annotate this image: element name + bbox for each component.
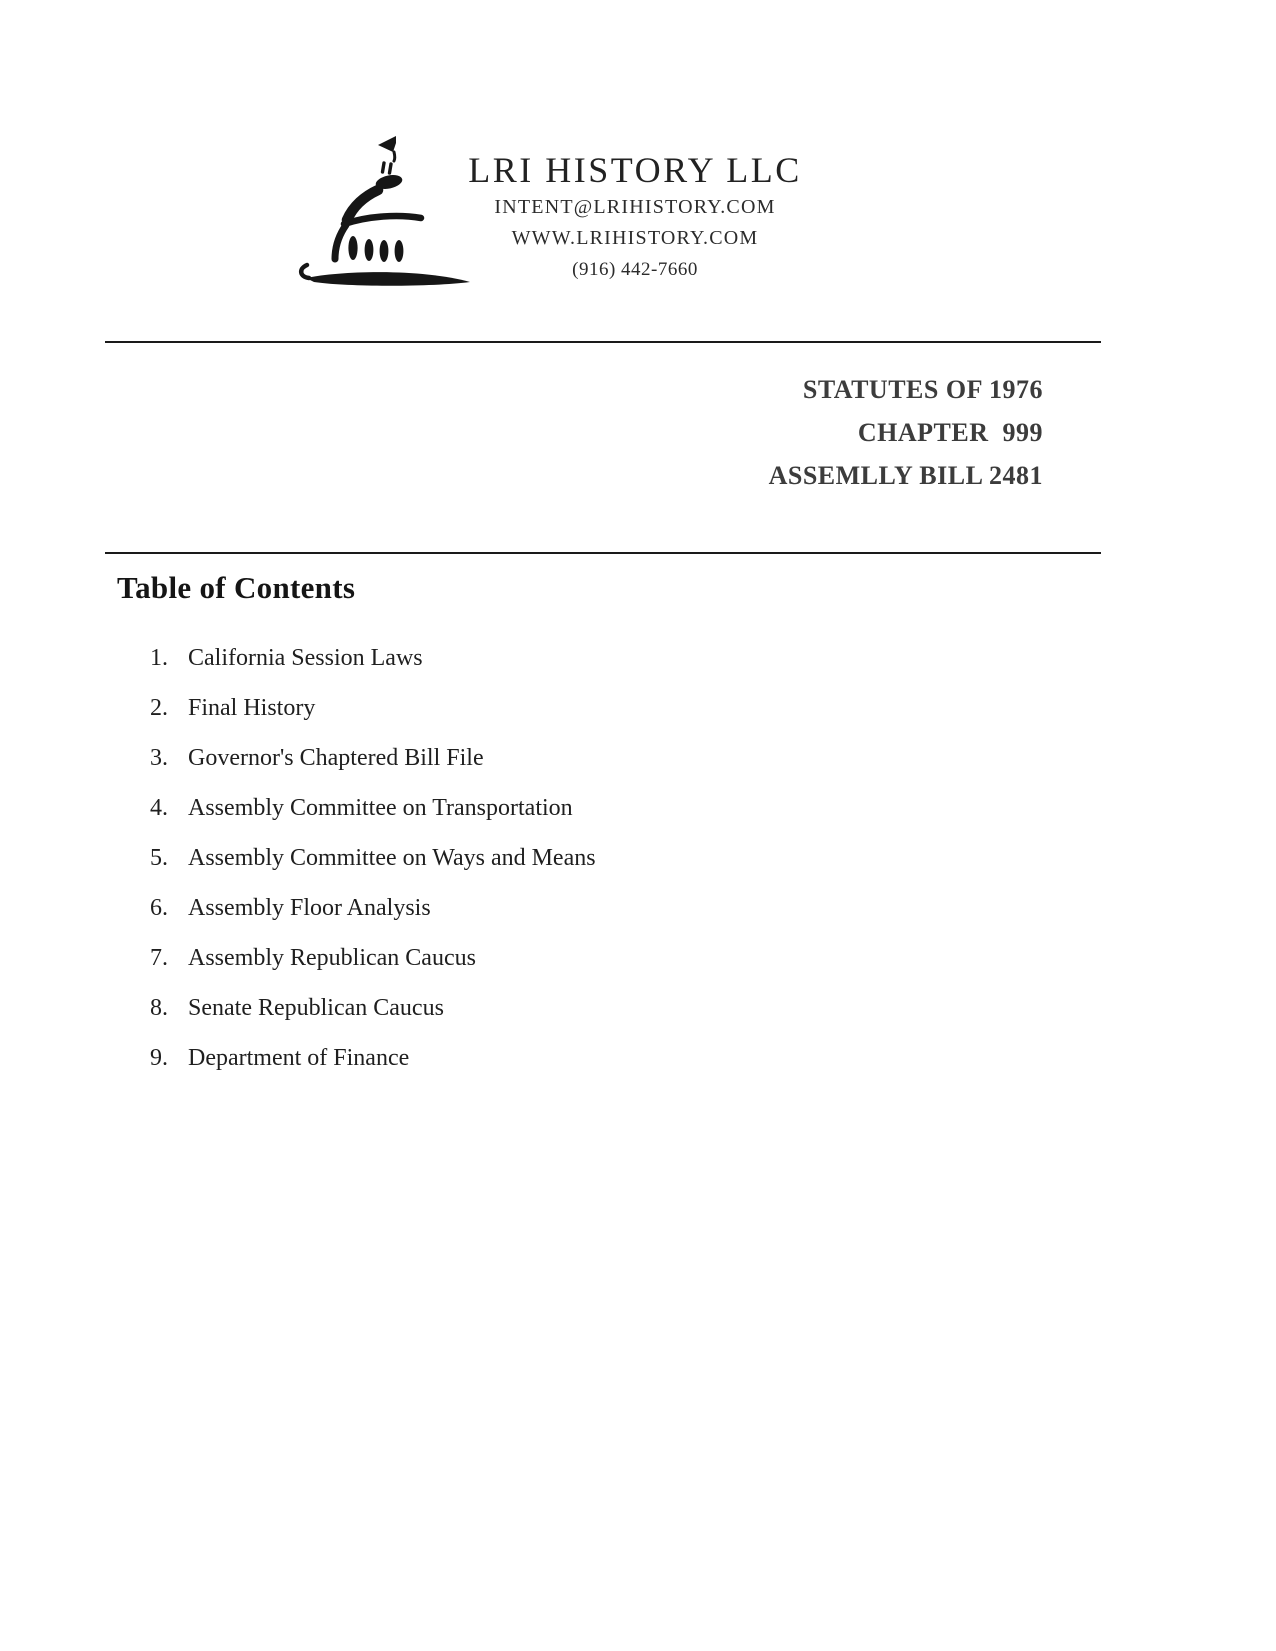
toc-item-label: Assembly Committee on Transportation	[188, 795, 573, 821]
toc-item	[150, 933, 850, 983]
statute-line-year: STATUTES OF 1976	[802, 375, 1043, 404]
company-name: LRI HISTORY LLC	[468, 150, 802, 190]
toc-item	[150, 733, 850, 783]
toc-item	[150, 633, 850, 683]
toc-item-label: Assembly Floor Analysis	[188, 895, 431, 921]
toc-item-number: 5.	[150, 845, 168, 871]
toc-item-number: 4.	[150, 795, 168, 821]
company-header	[385, 148, 885, 285]
toc-item-label: Senate Republican Caucus	[188, 995, 444, 1021]
statute-line-bill: ASSEMLLY BILL 2481	[768, 461, 1043, 490]
toc-item	[150, 783, 850, 833]
toc-item-label: California Session Laws	[188, 645, 423, 671]
toc-title: Table of Contents	[117, 570, 356, 605]
toc-item-label: Final History	[188, 695, 316, 721]
toc-list	[150, 633, 850, 1083]
toc-item-label: Department of Finance	[188, 1045, 410, 1071]
toc-item-number: 2.	[150, 695, 168, 721]
toc-item-number: 8.	[150, 995, 168, 1021]
toc-item	[150, 883, 850, 933]
divider-bottom	[105, 552, 1101, 554]
toc-item-label: Governor's Chaptered Bill File	[188, 745, 484, 771]
toc-item-number: 7.	[150, 945, 168, 971]
toc-item-number: 9.	[150, 1045, 168, 1071]
toc-item-label: Assembly Republican Caucus	[188, 945, 476, 971]
toc-item	[150, 1033, 850, 1083]
divider-top	[105, 341, 1101, 343]
toc-item-number: 3.	[150, 745, 168, 771]
toc-item	[150, 983, 850, 1033]
toc-item-label: Assembly Committee on Ways and Means	[188, 845, 596, 871]
toc-item-number: 6.	[150, 895, 168, 921]
statute-line-chapter: CHAPTER 999	[857, 418, 1043, 447]
company-website: WWW.LRIHISTORY.COM	[511, 227, 759, 249]
company-phone: (916) 442-7660	[572, 259, 698, 280]
toc-item-number: 1.	[150, 645, 168, 671]
toc-item	[150, 833, 850, 883]
company-email: INTENT@LRIHISTORY.COM	[494, 196, 776, 218]
toc-item	[150, 683, 850, 733]
statute-heading-block	[769, 368, 1043, 497]
